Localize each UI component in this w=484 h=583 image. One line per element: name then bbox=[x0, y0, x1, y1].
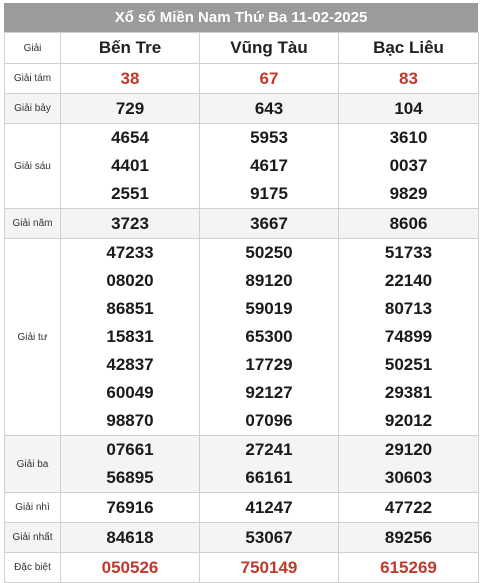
winning-number: 9829 bbox=[389, 184, 428, 203]
prize-label: Giải tám bbox=[5, 64, 61, 94]
winning-number: 98870 bbox=[106, 411, 154, 430]
prize-row bbox=[5, 209, 479, 239]
winning-number: 83 bbox=[399, 68, 418, 88]
prize-row bbox=[5, 239, 479, 436]
winning-number: 47233 bbox=[106, 243, 154, 262]
province-header-bac-lieu[interactable]: Bạc Liêu bbox=[339, 33, 479, 64]
prize-row bbox=[5, 436, 479, 493]
winning-number: 22140 bbox=[384, 271, 433, 290]
page-title: Xổ số Miền Nam Thứ Ba 11-02-2025 bbox=[4, 3, 478, 32]
winning-number: 4617 bbox=[250, 156, 288, 175]
winning-number: 47722 bbox=[384, 497, 433, 517]
winning-number: 74899 bbox=[384, 327, 433, 346]
prize-row bbox=[5, 553, 479, 583]
prize-cell bbox=[61, 523, 200, 553]
winning-number: 615269 bbox=[380, 557, 437, 577]
winning-number: 050526 bbox=[101, 557, 159, 577]
prize-cell bbox=[200, 94, 339, 124]
prize-row bbox=[5, 523, 479, 553]
winning-number: 89256 bbox=[384, 527, 433, 547]
winning-number: 60049 bbox=[106, 383, 154, 402]
prize-label: Giải bảy bbox=[5, 94, 61, 124]
prize-cell bbox=[61, 553, 200, 583]
winning-number: 07661 bbox=[106, 440, 154, 459]
prize-cell bbox=[61, 124, 200, 209]
winning-number: 5953 bbox=[250, 128, 288, 147]
prize-cell bbox=[339, 64, 479, 94]
prize-cell bbox=[200, 239, 339, 436]
prize-cell bbox=[339, 94, 479, 124]
prize-cell bbox=[339, 493, 479, 523]
winning-number: 67 bbox=[259, 68, 279, 88]
winning-number: 59019 bbox=[245, 299, 293, 318]
winning-number: 92127 bbox=[245, 383, 293, 402]
prize-cell bbox=[61, 64, 200, 94]
winning-number: 41247 bbox=[245, 497, 293, 517]
prize-cell bbox=[339, 124, 479, 209]
winning-number: 750149 bbox=[240, 557, 298, 577]
prize-column-header: Giải bbox=[5, 33, 61, 64]
winning-number: 643 bbox=[254, 98, 284, 118]
winning-number: 15831 bbox=[106, 327, 154, 346]
prize-cell bbox=[61, 239, 200, 436]
winning-number: 8606 bbox=[389, 213, 428, 233]
results-container bbox=[4, 3, 478, 583]
winning-number: 9175 bbox=[250, 184, 288, 203]
prize-cell bbox=[339, 523, 479, 553]
prize-cell bbox=[200, 124, 339, 209]
prize-label: Giải năm bbox=[5, 209, 61, 239]
prize-label: Giải sáu bbox=[5, 124, 61, 209]
winning-number: 29120 bbox=[384, 440, 433, 459]
prize-cell bbox=[339, 209, 479, 239]
winning-number: 29381 bbox=[384, 383, 433, 402]
prize-row bbox=[5, 493, 479, 523]
winning-number: 42837 bbox=[106, 355, 154, 374]
prize-row bbox=[5, 124, 479, 209]
prize-label: Đặc biệt bbox=[5, 553, 61, 583]
prize-cell bbox=[61, 493, 200, 523]
prize-cell bbox=[200, 64, 339, 94]
winning-number: 104 bbox=[394, 98, 423, 118]
province-header-ben-tre[interactable]: Bến Tre bbox=[61, 33, 200, 64]
prize-cell bbox=[339, 553, 479, 583]
header-row bbox=[5, 33, 479, 64]
winning-number: 08020 bbox=[106, 271, 154, 290]
winning-number: 729 bbox=[115, 98, 145, 118]
winning-number: 3610 bbox=[389, 128, 428, 147]
winning-number: 3723 bbox=[111, 213, 149, 233]
prize-row bbox=[5, 64, 479, 94]
winning-number: 27241 bbox=[245, 440, 293, 459]
prize-cell bbox=[61, 436, 200, 493]
winning-number: 53067 bbox=[245, 527, 293, 547]
province-header-vung-tau[interactable]: Vũng Tàu bbox=[200, 33, 339, 64]
prize-cell bbox=[339, 239, 479, 436]
winning-number: 56895 bbox=[106, 468, 154, 487]
prize-label: Giải ba bbox=[5, 436, 61, 493]
winning-number: 76916 bbox=[106, 497, 154, 517]
winning-number: 86851 bbox=[106, 299, 154, 318]
prize-cell bbox=[200, 493, 339, 523]
winning-number: 89120 bbox=[245, 271, 293, 290]
winning-number: 4401 bbox=[111, 156, 149, 175]
winning-number: 50251 bbox=[384, 355, 433, 374]
winning-number: 50250 bbox=[245, 243, 293, 262]
prize-row bbox=[5, 94, 479, 124]
prize-cell bbox=[339, 436, 479, 493]
winning-number: 80713 bbox=[384, 299, 433, 318]
winning-number: 51733 bbox=[384, 243, 433, 262]
prize-cell bbox=[200, 209, 339, 239]
results-table bbox=[4, 32, 479, 583]
prize-label: Giải tư bbox=[5, 239, 61, 436]
prize-cell bbox=[200, 553, 339, 583]
winning-number: 84618 bbox=[106, 527, 154, 547]
winning-number: 65300 bbox=[245, 327, 293, 346]
prize-cell bbox=[200, 523, 339, 553]
winning-number: 66161 bbox=[245, 468, 293, 487]
winning-number: 0037 bbox=[389, 156, 428, 175]
prize-cell bbox=[200, 436, 339, 493]
prize-cell bbox=[61, 94, 200, 124]
winning-number: 30603 bbox=[384, 468, 433, 487]
winning-number: 38 bbox=[120, 68, 140, 88]
prize-label: Giải nhất bbox=[5, 523, 61, 553]
prize-rows bbox=[5, 64, 479, 583]
prize-cell bbox=[61, 209, 200, 239]
prize-label: Giải nhì bbox=[5, 493, 61, 523]
winning-number: 2551 bbox=[111, 184, 149, 203]
winning-number: 07096 bbox=[245, 411, 293, 430]
winning-number: 17729 bbox=[245, 355, 293, 374]
winning-number: 92012 bbox=[384, 411, 433, 430]
winning-number: 4654 bbox=[111, 128, 149, 147]
winning-number: 3667 bbox=[250, 213, 288, 233]
